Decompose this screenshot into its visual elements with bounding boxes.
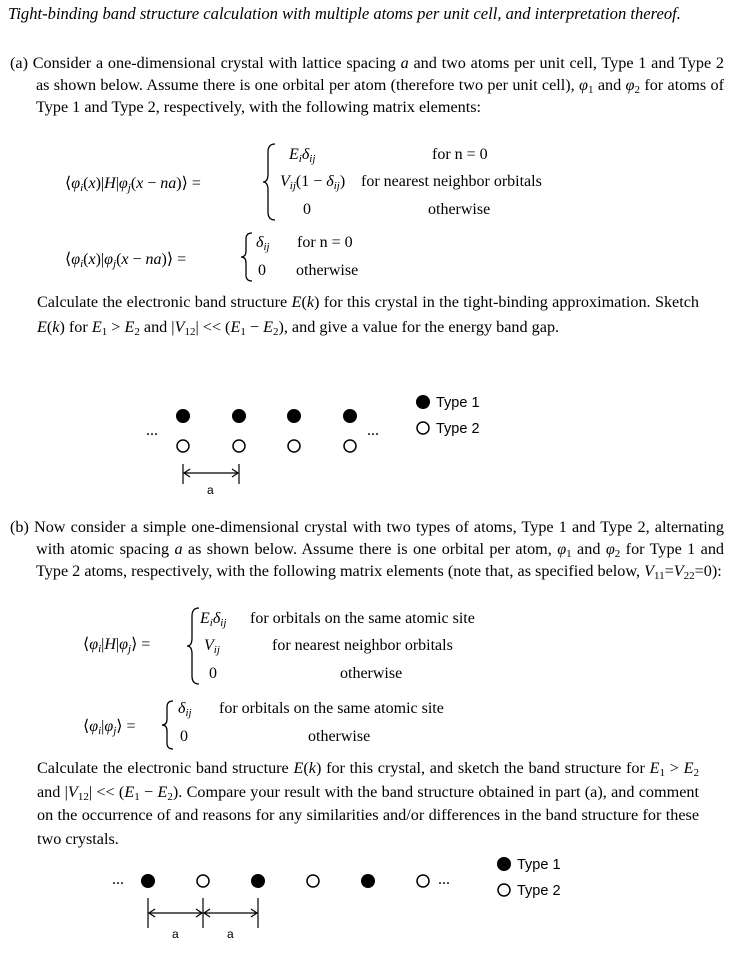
part-b-s-case2: 0 xyxy=(180,728,188,745)
part-b-h-cond2: for nearest neighbor orbitals xyxy=(272,637,453,654)
part-a-s-cond1: for n = 0 xyxy=(297,234,353,251)
part-b-crystal-diagram xyxy=(0,848,744,948)
part-b-h-case1: $E_i\delta_{ij}$ xyxy=(200,610,227,629)
part-b-legend-type1-label: Type 1 xyxy=(517,857,561,873)
part-b-type1-atom xyxy=(361,874,375,888)
part-a-legend-type2-label: Type 2 xyxy=(436,421,480,437)
part-a-h-cond3: otherwise xyxy=(428,201,491,218)
part-b-ellipsis-left: ... xyxy=(112,871,124,888)
part-b-spacing-label-2: a xyxy=(227,927,234,941)
part-a-task: Calculate the electronic band structure E(k) for this crystal in the tight-binding approximation. Sketch E(k) for $E_1 > E_2$ and $|V_{12}| << (E_1 - E_2)$, and give a value for the energy band gap. xyxy=(37,293,699,338)
part-b-legend-type2-label: Type 2 xyxy=(517,883,561,899)
part-b-type1-atom xyxy=(251,874,265,888)
part-b-overlap-lhs: $⟨\varphi_i|\varphi_j⟩$ = xyxy=(83,718,136,737)
part-b-h-cond1: for orbitals on the same atomic site xyxy=(250,610,475,627)
part-b-s-cond2: otherwise xyxy=(308,728,371,745)
part-a-type1-atom xyxy=(287,409,301,423)
part-a-hamiltonian-lhs: $⟨\varphi_i(x)|H|\varphi_j(x$ − na)⟩ = xyxy=(65,175,201,194)
part-b-intro: (b) Now consider a simple one-dimensional crystal with two types of atoms, Type 1 and Type 2, alternating with atomic spacing a as shown below. Assume there is one orbital per atom, $\varphi_1$ and $\varphi_2$ for Type 1 and Type 2 atoms, respectively, with the following matrix elements (note that, as specified below, $V_{11}=V_{22}=0$): xyxy=(10,518,725,582)
part-b-s-cond1: for orbitals on the same atomic site xyxy=(219,700,444,717)
part-b-type2-atom xyxy=(417,875,429,887)
part-b-spacing-label-1: a xyxy=(172,927,179,941)
part-a-legend-type1-marker xyxy=(416,395,430,409)
part-a-type1-atom xyxy=(232,409,246,423)
part-b-legend-type1-marker xyxy=(497,857,511,871)
part-a-ellipsis-left: ... xyxy=(146,422,158,439)
part-a-overlap-lhs: $⟨\varphi_i(x)|\varphi_j(x$ − na)⟩ = xyxy=(65,251,187,270)
problem-title: Tight-binding band structure calculation with multiple atoms per unit cell, and interpretation thereof. xyxy=(8,4,681,23)
part-b-type2-atom xyxy=(197,875,209,887)
part-b-spacing-arrows xyxy=(148,898,258,928)
part-a-s-cond2: otherwise xyxy=(296,262,359,279)
part-a-h-cond1: for n = 0 xyxy=(432,146,488,163)
part-a-type2-atom xyxy=(288,440,300,452)
part-a-s-case2: 0 xyxy=(258,262,266,279)
part-a-overlap-brace xyxy=(240,231,254,283)
part-a-spacing-label: a xyxy=(207,483,214,497)
part-b-ellipsis-right: ... xyxy=(438,871,450,888)
part-a-h-case3: 0 xyxy=(303,201,311,218)
part-b-h-cond3: otherwise xyxy=(340,665,403,682)
part-b-overlap-brace xyxy=(161,699,175,751)
part-b-s-case1: $\delta_{ij}$ xyxy=(178,700,192,719)
part-b-h-case3: 0 xyxy=(209,665,217,682)
part-a-hamiltonian-brace xyxy=(262,142,278,222)
part-a-type1-atom xyxy=(343,409,357,423)
part-a-type1-atom xyxy=(176,409,190,423)
part-a-s-case1: $\delta_{ij}$ xyxy=(256,234,270,253)
part-b-hamiltonian-lhs: $⟨\varphi_i|H|\varphi_j⟩$ = xyxy=(83,636,151,655)
part-a-h-cond2: for nearest neighbor orbitals xyxy=(361,173,542,190)
part-a-legend-type2-marker xyxy=(417,422,429,434)
part-b-legend-type2-marker xyxy=(498,884,510,896)
part-a-h-case2: $V_{ij}(1 - \delta_{ij})$ xyxy=(280,173,346,192)
part-a-type2-atom xyxy=(233,440,245,452)
part-a-spacing-arrow xyxy=(183,464,239,484)
part-a-legend-type1-label: Type 1 xyxy=(436,395,480,411)
part-b-h-case2: $V_{ij}$ xyxy=(204,637,220,656)
part-a-type2-atom xyxy=(344,440,356,452)
part-a-intro: (a) Consider a one-dimensional crystal with lattice spacing a and two atoms per unit cell, Type 1 and Type 2 as shown below. Assume there is one orbital per atom (therefore two per unit cell), $\varphi_1$ and $\varphi_2$ for atoms of Type 1 and Type 2, respectively, with the following matrix elements: xyxy=(10,54,725,116)
part-b-type2-atom xyxy=(307,875,319,887)
part-a-crystal-diagram xyxy=(0,380,744,500)
part-b-type1-atom xyxy=(141,874,155,888)
part-a-type2-atom xyxy=(177,440,189,452)
part-b-task: Calculate the electronic band structure E(k) for this crystal, and sketch the band structure for $E_1 > E_2$ and $|V_{12}| << (E_1 - E_2)$. Compare your result with the band structure obtained in part (a), and comment on the occurrence of and reasons for any similarities and/or differences in the band structure for these two crystals. xyxy=(37,759,700,848)
part-a-h-case1: $E_i\delta_{ij}$ xyxy=(289,146,316,165)
part-a-ellipsis-right: ... xyxy=(367,422,379,439)
